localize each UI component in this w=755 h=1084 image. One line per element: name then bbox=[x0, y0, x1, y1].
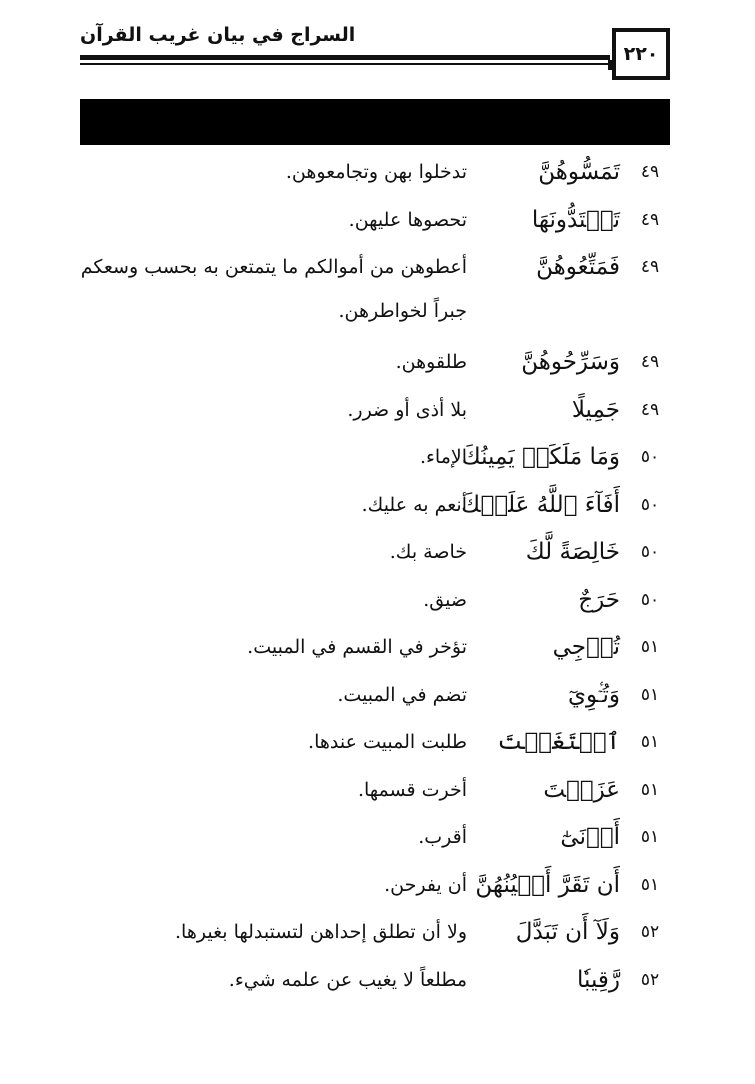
word-meaning: ضيق. bbox=[423, 588, 467, 611]
verse-number: ٥١ bbox=[640, 874, 660, 895]
verse-number: ٥٢ bbox=[640, 969, 660, 990]
word-meaning: طلقوهن. bbox=[395, 351, 467, 373]
word-meaning: تحصوها عليهن. bbox=[348, 208, 467, 231]
quran-word: ٱبۡتَغَيۡتَ bbox=[497, 729, 620, 755]
verse-number: ٥١ bbox=[640, 637, 660, 657]
glossary-entry bbox=[60, 435, 670, 483]
glossary-entry bbox=[60, 150, 670, 198]
verse-number: ٥١ bbox=[640, 732, 660, 752]
section-header-bar bbox=[80, 99, 670, 145]
word-meaning: أخرت قسمها. bbox=[357, 778, 467, 801]
glossary-entry bbox=[60, 483, 670, 531]
glossary-entry bbox=[60, 768, 670, 816]
glossary-entry bbox=[60, 578, 670, 626]
glossary-list bbox=[60, 150, 670, 1005]
word-meaning: أنعم به عليك. bbox=[361, 493, 467, 516]
glossary-entry bbox=[60, 815, 670, 863]
page-number: ٢٢٠ bbox=[623, 43, 659, 65]
quran-word: وَتُـٔۡوِيٓ bbox=[568, 681, 620, 708]
word-meaning: تضم في المبيت. bbox=[337, 683, 467, 706]
quran-word: تُرۡجِي bbox=[552, 634, 620, 660]
word-meaning: أن يفرحن. bbox=[384, 873, 467, 896]
word-meaning: تؤخر في القسم في المبيت. bbox=[247, 636, 467, 658]
verse-number: ٤٩ bbox=[640, 257, 660, 277]
glossary-entry bbox=[60, 958, 670, 1006]
book-title: السراج في بيان غريب القرآن bbox=[80, 24, 356, 46]
quran-word: أَفَآءَ ٱللَّهُ عَلَيۡكَ bbox=[461, 491, 620, 518]
quran-word: رَّقِيبٗا bbox=[577, 966, 620, 993]
word-meaning: بلا أذى أو ضرر. bbox=[347, 398, 467, 421]
glossary-entry bbox=[60, 673, 670, 721]
quran-word: جَمِيلًا bbox=[571, 396, 620, 423]
quran-word: تَمَسُّوهُنَّ bbox=[538, 159, 620, 185]
quran-word: خَالِصَةً لَّكَ bbox=[525, 539, 620, 565]
word-meaning: مطلعاً لا يغيب عن علمه شيء. bbox=[228, 968, 467, 991]
verse-number: ٥١ bbox=[640, 684, 660, 705]
header-rule-thin bbox=[80, 63, 610, 65]
verse-number: ٥٠ bbox=[640, 542, 660, 562]
word-meaning: ولا أن تطلق إحداهن لتستبدلها بغيرها. bbox=[175, 921, 467, 943]
glossary-entry bbox=[60, 340, 670, 388]
word-meaning: خاصة بك. bbox=[389, 541, 467, 563]
page-header bbox=[80, 20, 670, 90]
header-rule-thick bbox=[80, 55, 610, 60]
verse-number: ٥١ bbox=[640, 779, 660, 800]
verse-number: ٤٩ bbox=[640, 209, 660, 230]
quran-word: وَمَا مَلَكَتۡ يَمِينُكَ bbox=[461, 444, 620, 470]
word-meaning: أعطوهن من أموالكم ما يتمتعن به بحسب وسعكم جبراً لخواطرهن. bbox=[80, 256, 467, 322]
glossary-entry bbox=[60, 245, 670, 340]
glossary-entry bbox=[60, 388, 670, 436]
word-meaning: الإماء. bbox=[419, 446, 467, 468]
glossary-entry bbox=[60, 720, 670, 768]
glossary-entry bbox=[60, 625, 670, 673]
quran-word: عَزَلۡتَ bbox=[543, 776, 620, 803]
quran-word: فَمَتِّعُوهُنَّ bbox=[536, 254, 620, 280]
verse-number: ٥٠ bbox=[640, 589, 660, 610]
glossary-entry bbox=[60, 198, 670, 246]
quran-word: تَعۡتَدُّونَهَا bbox=[531, 206, 620, 233]
quran-word: أَن تَقَرَّ أَعۡيُنُهُنَّ bbox=[475, 871, 620, 898]
verse-number: ٤٩ bbox=[640, 162, 660, 182]
verse-number: ٤٩ bbox=[640, 352, 660, 372]
verse-number: ٤٩ bbox=[640, 399, 660, 420]
quran-word: وَسَرِّحُوهُنَّ bbox=[521, 349, 620, 375]
page-number-box bbox=[612, 28, 670, 80]
verse-number: ٥٠ bbox=[640, 447, 660, 467]
verse-number: ٥٢ bbox=[640, 922, 660, 942]
quran-word: وَلَآ أَن تَبَدَّلَ bbox=[515, 919, 620, 945]
glossary-entry bbox=[60, 530, 670, 578]
quran-word: أَدۡنَىٰٓ bbox=[560, 824, 620, 850]
verse-number: ٥١ bbox=[640, 827, 660, 847]
word-meaning: طلبت المبيت عندها. bbox=[308, 731, 467, 753]
glossary-entry bbox=[60, 910, 670, 958]
word-meaning: تدخلوا بهن وتجامعوهن. bbox=[285, 161, 467, 183]
verse-number: ٥٠ bbox=[640, 494, 660, 515]
word-meaning: أقرب. bbox=[418, 826, 467, 848]
quran-word: حَرَجٌ bbox=[578, 586, 620, 613]
glossary-entry bbox=[60, 863, 670, 911]
